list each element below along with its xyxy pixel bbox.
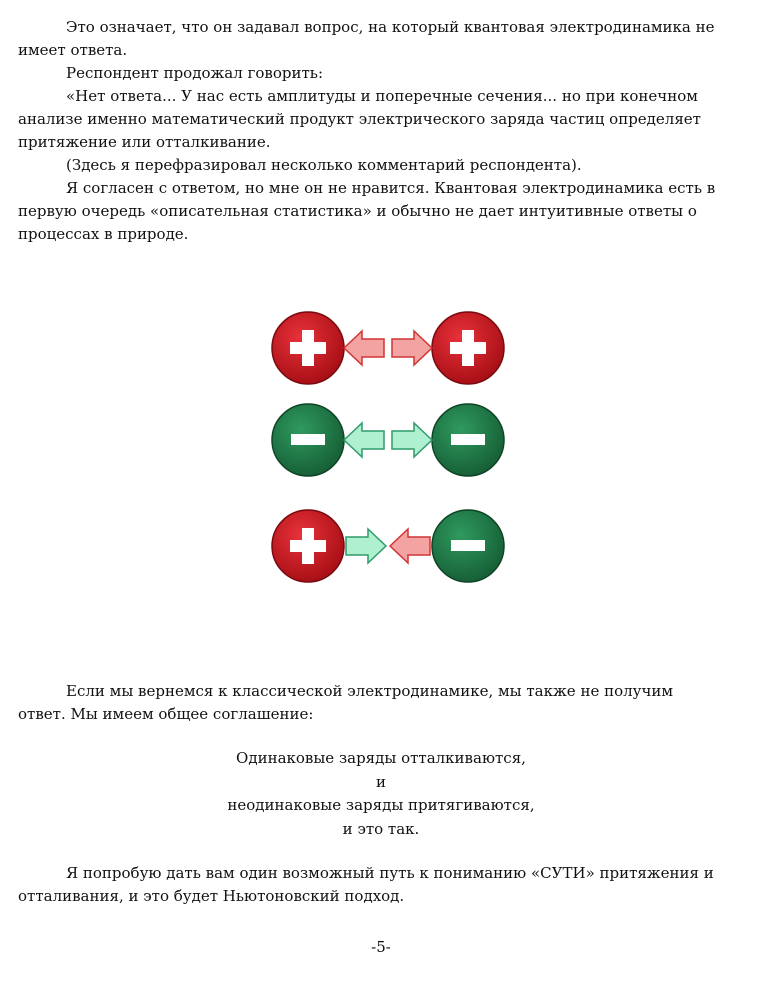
minus-bar (291, 434, 325, 445)
minus-bar (451, 540, 485, 551)
rule-line-1: Одинаковые заряды отталкиваются, (236, 749, 526, 767)
right-positive-charge (432, 312, 504, 384)
paragraph-4: (Здесь я перефразировал несколько комментарий респондента). (66, 156, 582, 174)
repel-arrow-left (344, 331, 384, 365)
repel-arrow-right (392, 331, 432, 365)
left-positive-charge (272, 510, 344, 582)
attract-arrow-left (346, 529, 386, 563)
charge-interaction-figure (268, 308, 508, 588)
paragraph-2: Респондент продожал говорить: (66, 64, 323, 82)
left-positive-charge (272, 312, 344, 384)
paragraph-7: Я попробую дать вам один возможный путь к пониманию «СУТИ» притяжения и отталивания, и это будет Ньютоновский подход. (18, 864, 714, 905)
plus-horizontal-bar (290, 540, 326, 552)
rule-line-2: и (376, 773, 386, 791)
repel-arrow-right (392, 423, 432, 457)
charge-row (272, 312, 504, 384)
charge-row (272, 510, 504, 582)
paragraph-6: Если мы вернемся к классической электродинамике, мы также не получим ответ. Мы имеем общее соглашение: (18, 682, 674, 723)
page-number: -5- (371, 938, 391, 956)
paragraph-5: Я согласен с ответом, но мне он не нравится. Квантовая электродинамика есть в первую очередь «описательная статистика» и обычно не дает интуитивные ответы о процессах в природе. (18, 179, 716, 243)
paragraph-1: Это означает, что он задавал вопрос, на который квантовая электродинамика не имеет ответа. (18, 18, 715, 59)
rule-line-4: и это так. (342, 820, 420, 838)
charge-row (272, 404, 504, 476)
rule-line-3: неодинаковые заряды притягиваются, (227, 796, 535, 814)
minus-bar (451, 434, 485, 445)
repel-arrow-left (344, 423, 384, 457)
attract-arrow-right (390, 529, 430, 563)
right-negative-charge (432, 510, 504, 582)
plus-horizontal-bar (450, 342, 486, 354)
left-negative-charge (272, 404, 344, 476)
right-negative-charge (432, 404, 504, 476)
paragraph-3: «Нет ответа... У нас есть амплитуды и поперечные сечения... но при конечном анализе именно математический продукт электрического заряда частиц определяет притяжение или отталкивание. (18, 87, 701, 151)
plus-horizontal-bar (290, 342, 326, 354)
